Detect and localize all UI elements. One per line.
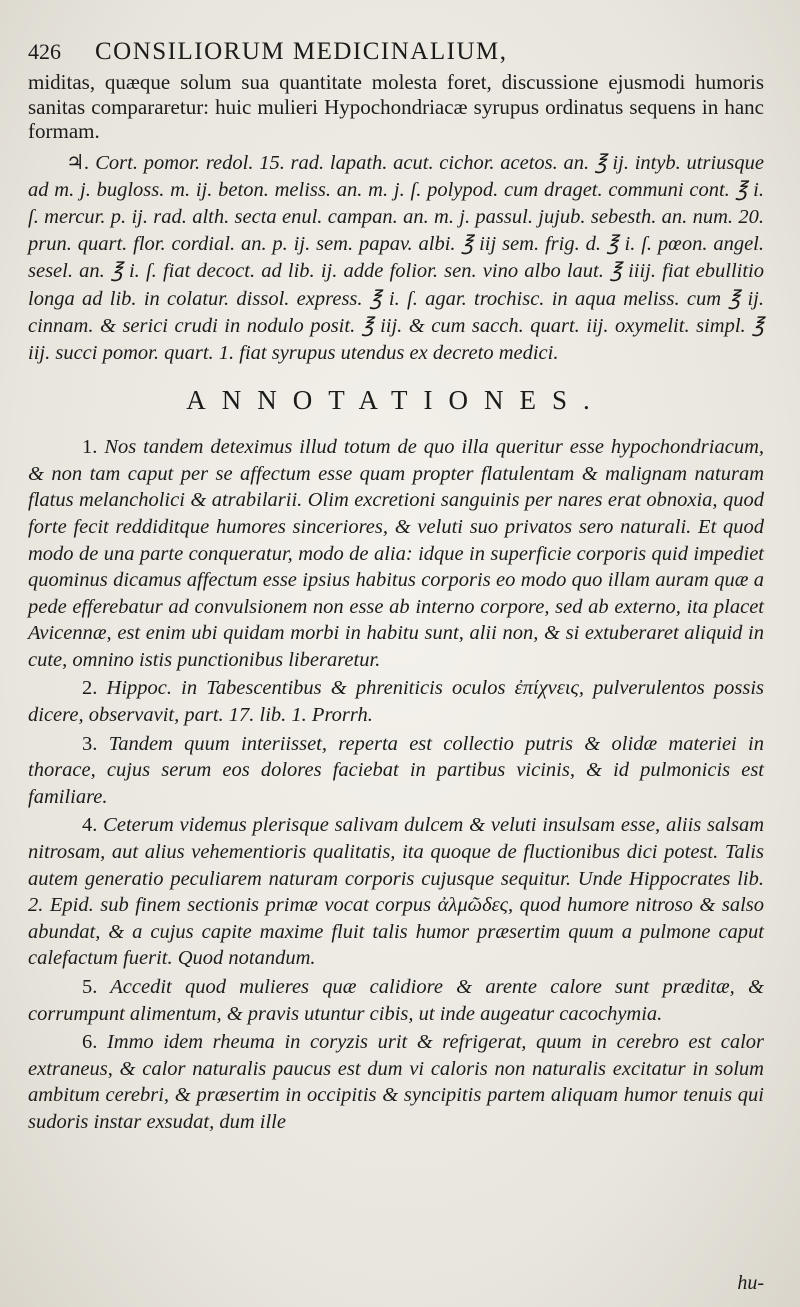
annotation-number: 4. xyxy=(82,814,98,837)
annotation-1 xyxy=(28,434,764,673)
catchword: hu- xyxy=(737,1272,764,1294)
annotation-text: Nos tandem deteximus illud totum de quo illa queritur esse hypochondriacum, & non tam caput per se affectum esse quam propter flatulentam & malignam naturam flatus melancholici & atrabilarii. Olim excretioni sanguinis per nares erat obnoxia, quod forte fecit reddiditque humores sinceriores, & veluti suo privatos sero naturali. Et quod modo de una parte conqueratur, modo de alia: idque in superficie corporis quid impediet quominus dicamus affectum esse ipsius habitus corporis eo modo quo illam auram quæ a pede efferebatur ad convulsionem non esse ab interno corpore, sed ab externo, ita placet Avicennæ, est enim ubi quidam morbi in habitu sunt, alii non, & si extuberaret aliquid in cute, omnino istis punctionibus liberaretur. xyxy=(28,436,765,671)
annotation-5 xyxy=(28,974,764,1027)
annotation-text: Accedit quod mulieres quæ calidiore & arente calore sunt præditæ, & corrumpunt alimentum, & pravis utuntur cibis, ut inde augeatur cacochymia. xyxy=(28,976,764,1025)
page-number: 426 xyxy=(28,39,61,64)
page-header xyxy=(28,38,764,66)
annotation-text: Immo idem rheuma in coryzis urit & refrigerat, quum in cerebro est calor extraneus, & calor naturalis paucus est dum vi caloris non naturalis excitatur in solum ambitum cerebri, & præsertim in occipitis & syncipitis partem aliquam humor tenuis qui sudoris instar exsudat, dum ille xyxy=(28,1031,764,1133)
running-title: CONSILIORUM MEDICINALIUM, xyxy=(95,38,508,65)
annotation-text: Ceterum videmus plerisque salivam dulcem & veluti insulsam esse, aliis salsam nitrosam, aut alius vehementioris qualitatis, ita quoque de fluctionibus dici potest. Talis autem generatio peculiarem naturam corporis cujusque sequitur. Unde Hippocrates lib. 2. Epid. sub finem sectionis primæ vocat corpus ἀλμῶδες, quod humore nitroso & salso abundat, & a cujus capite maxime fluit talis humor præsertim quum a pulmone caput calefactum fuerit. Quod notandum. xyxy=(28,814,765,970)
annotation-2 xyxy=(28,675,764,728)
intro-paragraph: miditas, quæque solum sua quantitate molesta foret, discussione ejusmodi humoris sanitas compararetur: huic mulieri Hypochondriacæ syrupus ordinatus sequens in hanc formam. xyxy=(28,70,764,143)
annotation-number: 5. xyxy=(82,976,98,998)
annotation-text: Tandem quum interiisset, reperta est collectio putris & olidæ materiei in thorace, cujus serum eos dolores faciebat in partibus vicinis, & id pulmonicis est familiare. xyxy=(28,732,764,808)
annotation-4 xyxy=(28,812,764,972)
annotation-number: 1. xyxy=(82,436,98,459)
annotation-number: 6. xyxy=(82,1031,98,1054)
annotation-number: 2. xyxy=(82,677,98,700)
section-title: ANNOTATIONES. xyxy=(186,385,606,416)
prescription-paragraph: ♃. Cort. pomor. redol. 15. rad. lapath. acut. cichor. acetos. an. ℥ ij. intyb. utriusque ad m. j. bugloss. m. ij. beton. meliss. an. m. j. ſ. polypod. cum draget. communi cont. ℥ i. ſ. mercur. p. ij. rad. alth. secta enul. campan. an. m. j. passul. jujub. sebesth. an. num. 20. prun. quart. flor. cordial. an. p. ij. sem. papav. albi. ℥ iij sem. frig. d. ℥ i. ſ. pœon. angel. sesel. an. ℥ i. ſ. fiat decoct. ad lib. ij. adde folior. sen. vino albo laut. ℥ iiij. fiat ebullitio longa ad lib. in colatur. dissol. express. ℥ i. ſ. agar. trochisc. in aqua meliss. cum ℥ ij. cinnam. & serici crudi in nodulo posit. ℥ iij. & cum sacch. quart. iij. oxymelit. simpl. ℥ iij. succi pomor. quart. 1. fiat syrupus utendus ex decreto medici. xyxy=(28,151,764,364)
annotation-3 xyxy=(28,731,764,811)
annotation-number: 3. xyxy=(82,732,98,755)
annotation-6 xyxy=(28,1029,764,1135)
annotation-text: Hippoc. in Tabescentibus & phreniticis oculos ἐπίχνεις, pulverulentos possis dicere, observavit, part. 17. lib. 1. Prorrh. xyxy=(28,677,765,727)
